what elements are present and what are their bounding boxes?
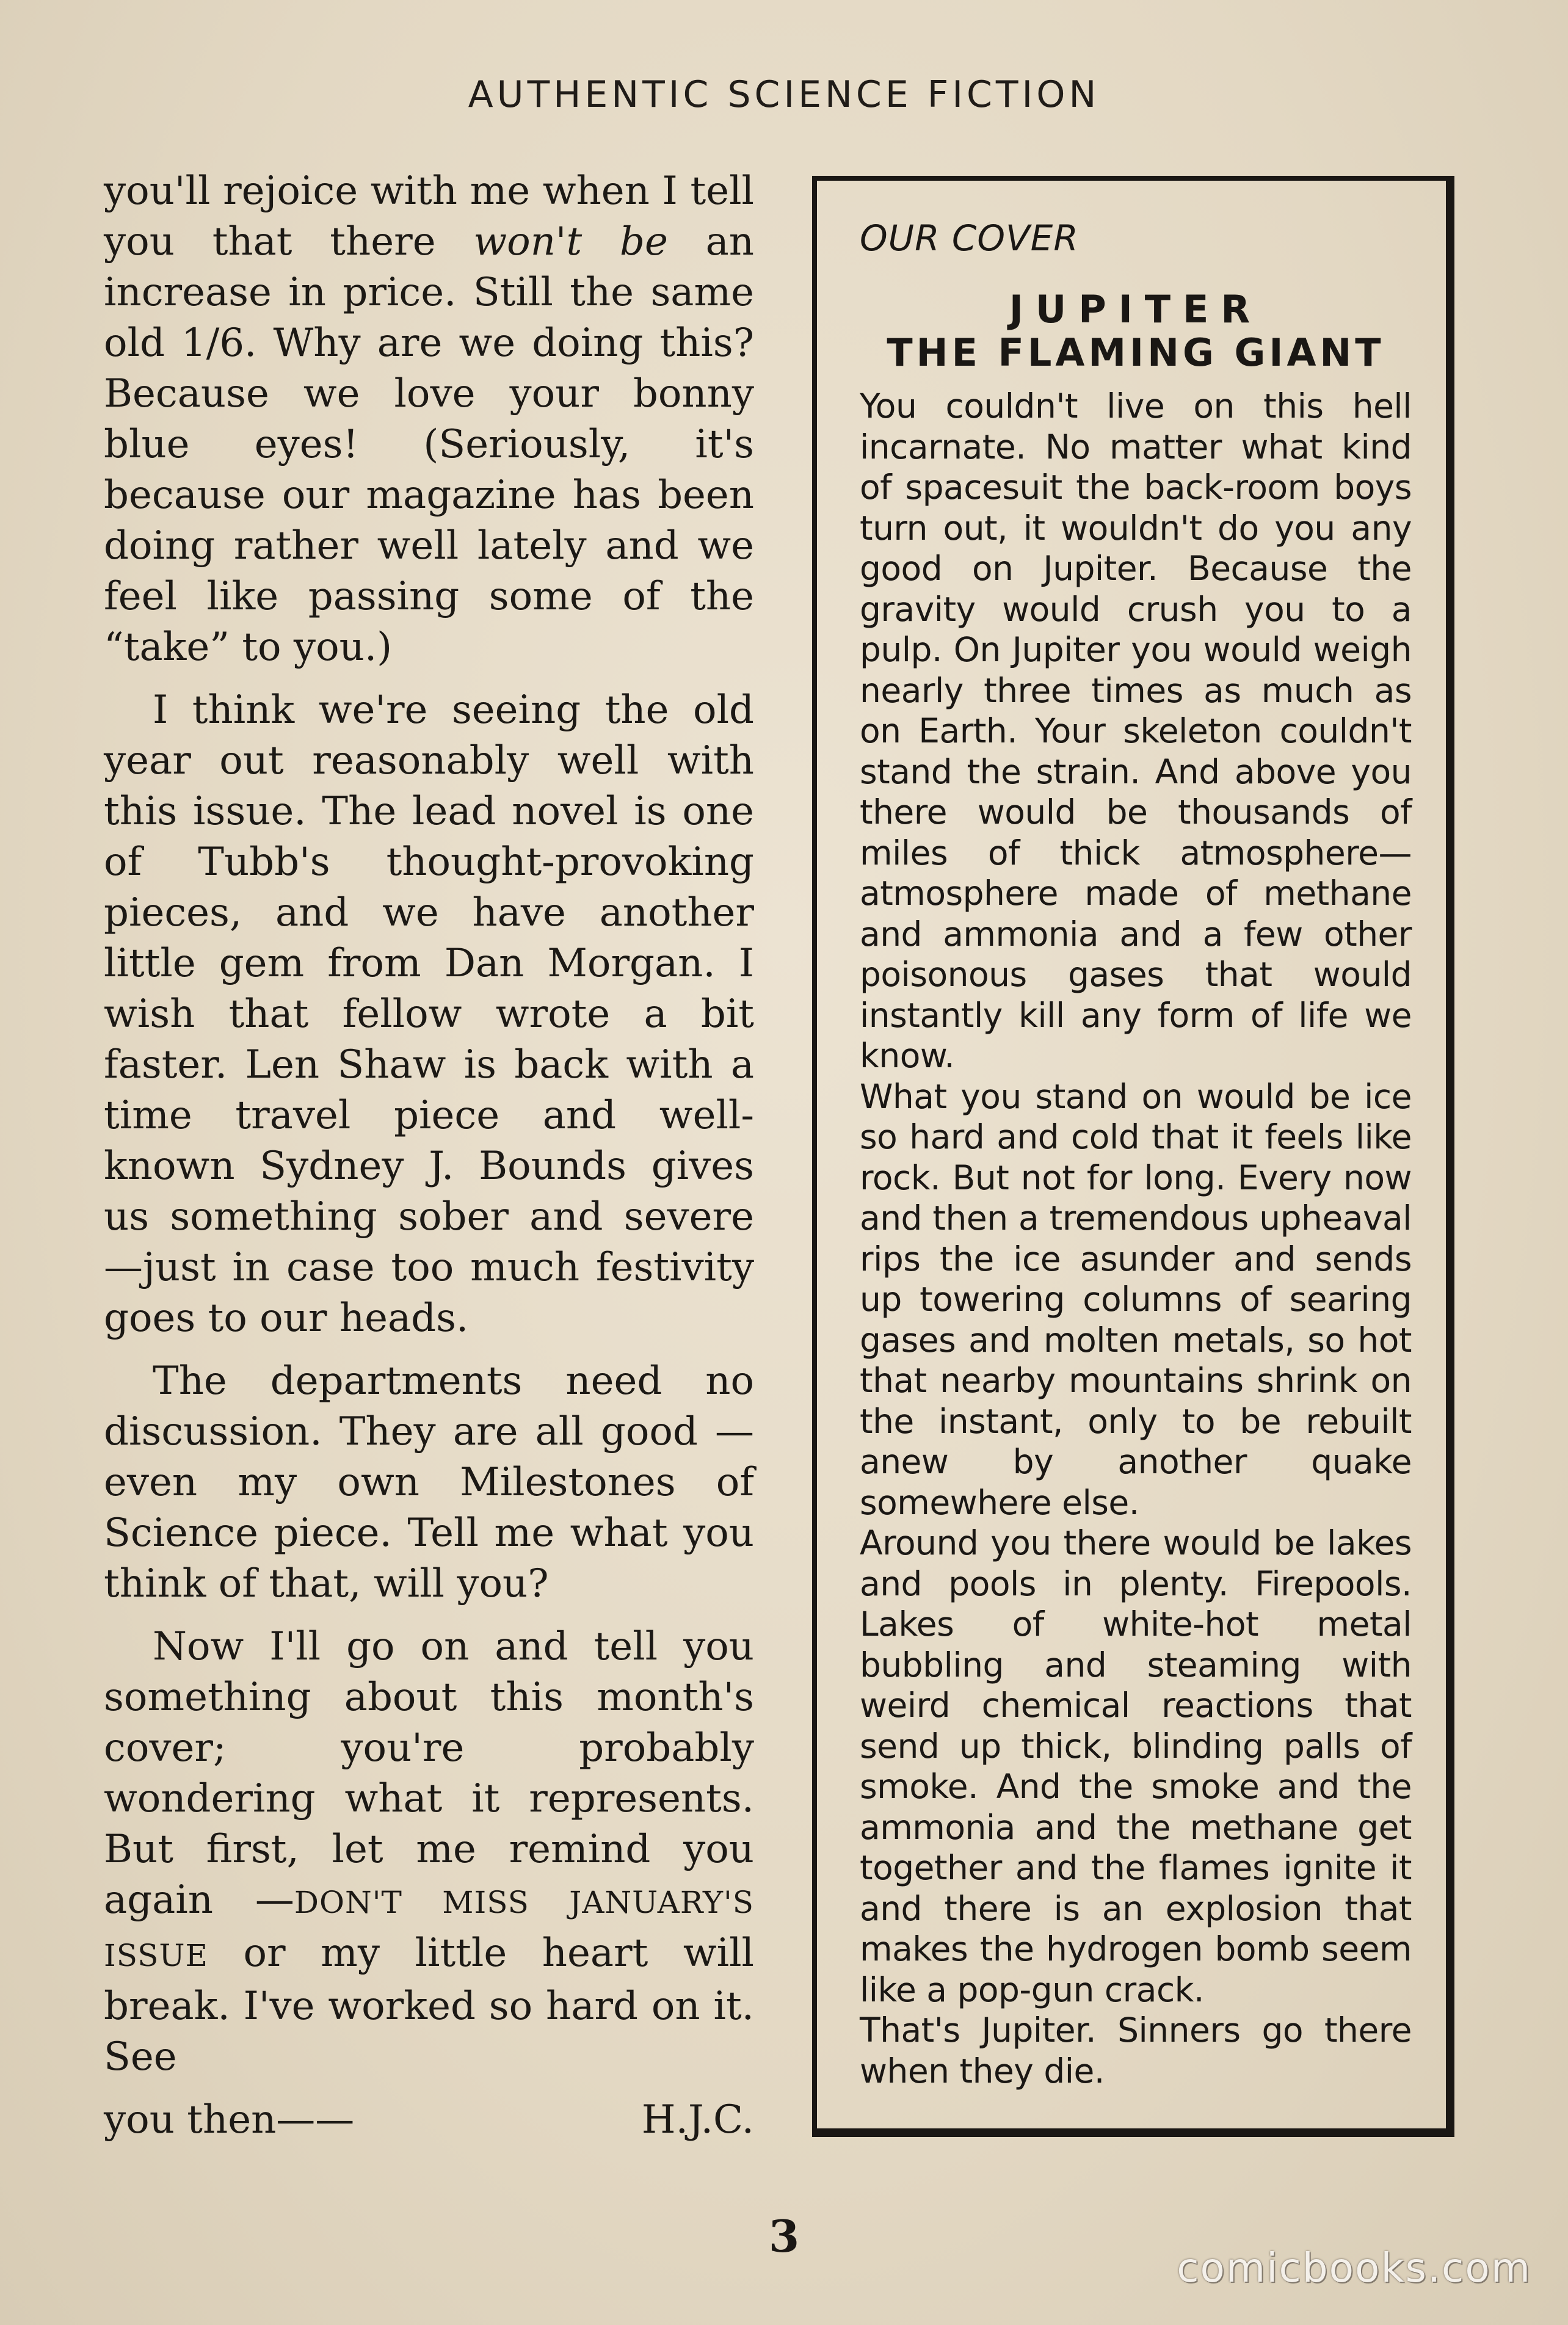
box-title-jupiter: JUPITER <box>1009 287 1263 332</box>
box-paragraph-2: What you stand on would be ice so hard and cold that it feels like rock. But not for long. Every now and then a tremendous upheaval rips the ice asunder and sends up towering columns of searing gases and molten metals, so hot that nearby mountains shrink on the instant, only to be rebuilt anew by another quake somewhere else. <box>860 1076 1412 1522</box>
editorial-p4-text: Now I'll go on and tell you something about this month's cover; you're probably wondering what it represents. But first, let me remind you again — <box>104 1624 754 1923</box>
editorial-p4-smallcaps: DON'T MISS JANUARY'S ISSUE <box>104 1885 755 1973</box>
cover-description-box <box>812 176 1454 2137</box>
editorial-column <box>104 166 754 2145</box>
box-paragraph-3: Around you there would be lakes and pools in plenty. Firepools. Lakes of white-hot metal bubbling and steaming with weird chemical reactions that send up thick, blinding palls of smoke. And the smoke and the ammonia and the methane get together and the flames ignite it and there is an explosion that makes the hydrogen bomb seem like a pop-gun crack. <box>860 1523 1412 2009</box>
editorial-paragraph-2: I think we're seeing the old year out reasonably well with this issue. The lead novel is one of Tubb's thought-provoking pieces, and we have another little gem from Dan Morgan. I wish that fellow wrote a bit faster. Len Shaw is back with a time travel piece and well-known Sydney J. Bounds gives us something sober and severe—just in case too much festivity goes to our heads. <box>104 687 754 1341</box>
editorial-p4-text-cont: or my little heart will break. I've worked so hard on it. See <box>104 1931 754 2080</box>
editorial-p1-emphasis: won't be <box>473 219 668 264</box>
editor-signature: H.J.C. <box>641 2097 754 2142</box>
editorial-p1-text-cont: an increase in price. Still the same old 1/6. Why are we doing this? Because we love your bonny blue eyes! (Seriously, it's because our magazine has been doing rather well lately and we feel like passing some of the “take” to you.) <box>104 219 755 670</box>
box-title-subtitle: THE FLAMING GIANT <box>887 330 1385 375</box>
watermark-logo: comicbooks.com <box>1177 2244 1531 2291</box>
box-paragraph-1: You couldn't live on this hell incarnate. No matter what kind of spacesuit the back-room boys turn out, it wouldn't do you any good on Jupiter. Because the gravity would crush you to a pulp. On Jupiter you would weigh nearly three times as much as on Earth. Your skeleton couldn't stand the strain. And above you there would be thousands of miles of thick atmosphere—atmosphere made of methane and ammonia and a few other poisonous gases that would instantly kill any form of life we know. <box>860 386 1412 1075</box>
box-body <box>860 386 1412 2091</box>
editorial-p1-text: you'll rejoice with me when I tell you that there <box>104 169 754 264</box>
editorial-paragraph-4 <box>104 1622 754 2083</box>
running-head: AUTHENTIC SCIENCE FICTION <box>468 73 1100 116</box>
signoff-text: you then—— <box>104 2097 355 2142</box>
box-label: OUR COVER <box>860 217 1079 259</box>
page-number: 3 <box>768 2210 800 2262</box>
editorial-paragraph-1 <box>104 166 754 673</box>
box-paragraph-4: That's Jupiter. Sinners go there when they die. <box>860 2011 1412 2091</box>
editorial-paragraph-3: The departments need no discussion. They are all good —even my own Milestones of Science piece. Tell me what you think of that, will you? <box>104 1358 754 1606</box>
signoff-line <box>104 2095 754 2145</box>
